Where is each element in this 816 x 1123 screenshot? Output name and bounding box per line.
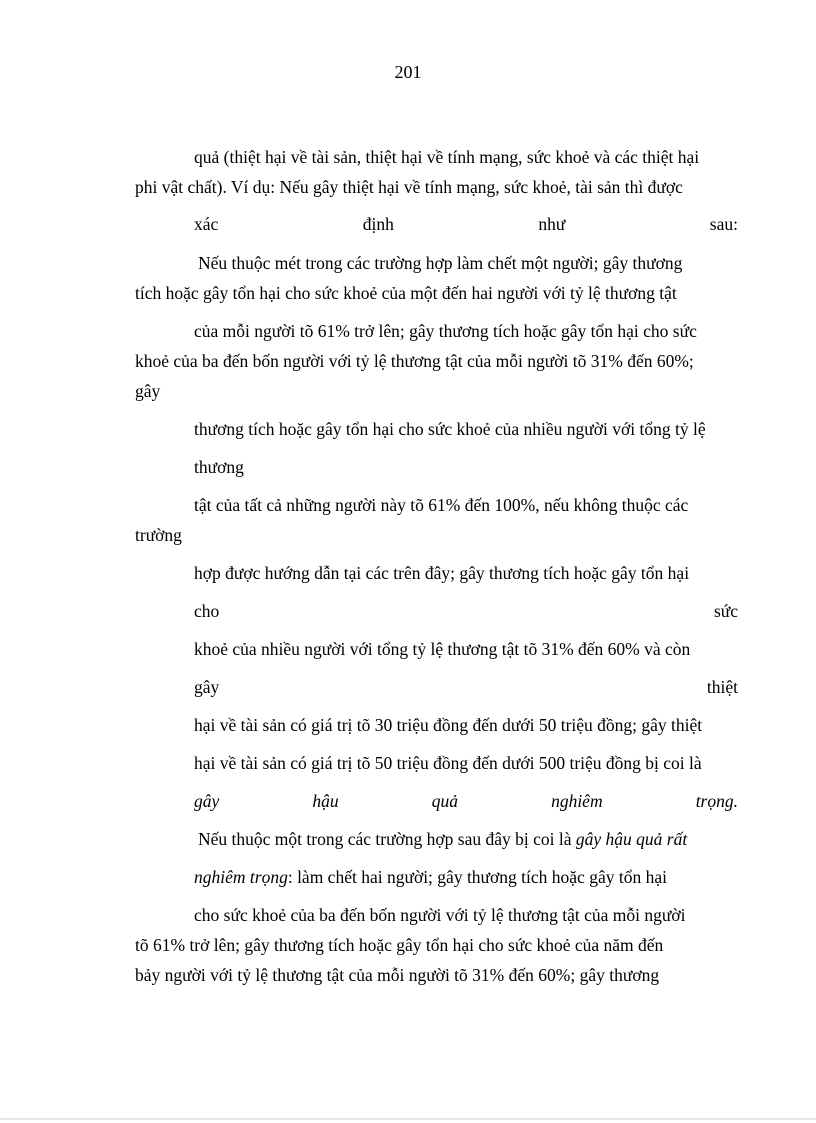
justified-line (194, 676, 738, 698)
page-bottom-edge (0, 1118, 816, 1120)
text-line: quả (thiệt hại về tài sản, thiệt hại về tính mạng, sức khoẻ và các thiệt hại (194, 147, 700, 167)
word: xác (194, 214, 219, 234)
italic-run: gây hậu quả rất (575, 829, 688, 849)
word: gây (194, 791, 220, 811)
text-line: hợp được hướng dẫn tại các trên đây; gây thương tích hoặc gây tổn hại (194, 563, 690, 583)
word: như (538, 214, 566, 234)
text-line: gây (135, 381, 161, 401)
page-number: 201 (394, 62, 422, 82)
text-line: khoẻ của ba đến bốn người với tỷ lệ thương tật của mỗi người tõ 31% đến 60%; (135, 351, 694, 371)
text-line (198, 828, 687, 850)
text-line: thương tích hoặc gây tổn hại cho sức khoẻ của nhiều người với tổng tỷ lệ (194, 419, 706, 439)
justified-line (194, 213, 738, 235)
text-line: khoẻ của nhiều người với tổng tỷ lệ thương tật tõ 31% đến 60% và còn (194, 639, 691, 659)
text-run: : làm chết hai người; gây thương tích hoặc gây tổn hại (287, 867, 667, 887)
text-line: hại về tài sản có giá trị tõ 30 triệu đồng đến dưới 50 triệu đồng; gây thiệt (194, 715, 703, 735)
text-line: bảy người với tỷ lệ thương tật của mỗi người tõ 31% đến 60%; gây thương (135, 965, 660, 985)
text-run: Nếu thuộc một trong các trường hợp sau đây bị coi là (198, 829, 576, 849)
word: quả (431, 791, 458, 811)
word: nghiêm (551, 791, 603, 811)
text-line: hại về tài sản có giá trị tõ 50 triệu đồng đến dưới 500 triệu đồng bị coi là (194, 753, 702, 773)
text-line: trường (135, 525, 182, 545)
word: hậu (312, 791, 339, 811)
text-line: tích hoặc gây tổn hại cho sức khoẻ của một đến hai người với tỷ lệ thương tật (135, 283, 677, 303)
justified-line (194, 600, 738, 622)
word: gây (194, 677, 220, 697)
word: sau: (709, 214, 738, 234)
italic-run: nghiêm trọng (194, 867, 288, 887)
text-line: của mỗi người tõ 61% trở lên; gây thương tích hoặc gây tổn hại cho sức (194, 321, 697, 341)
text-line: cho sức khoẻ của ba đến bốn người với tỷ lệ thương tật của mỗi người (194, 905, 686, 925)
word: thiệt (706, 677, 738, 697)
text-line: tõ 61% trở lên; gây thương tích hoặc gây tổn hại cho sức khoẻ của năm đến (135, 935, 664, 955)
text-line: thương (194, 457, 244, 477)
text-line: Nếu thuộc mét trong các trường hợp làm chết một người; gây thương (198, 253, 683, 273)
text-line: tật của tất cả những người này tõ 61% đến 100%, nếu không thuộc các (194, 495, 689, 515)
text-line: phi vật chất). Ví dụ: Nếu gây thiệt hại về tính mạng, sức khoẻ, tài sản thì được (135, 177, 683, 197)
word: cho (194, 601, 220, 621)
justified-line (194, 790, 738, 812)
text-line (194, 866, 667, 888)
word: trọng. (695, 791, 738, 811)
word: sức (713, 601, 738, 621)
word: định (362, 214, 394, 234)
